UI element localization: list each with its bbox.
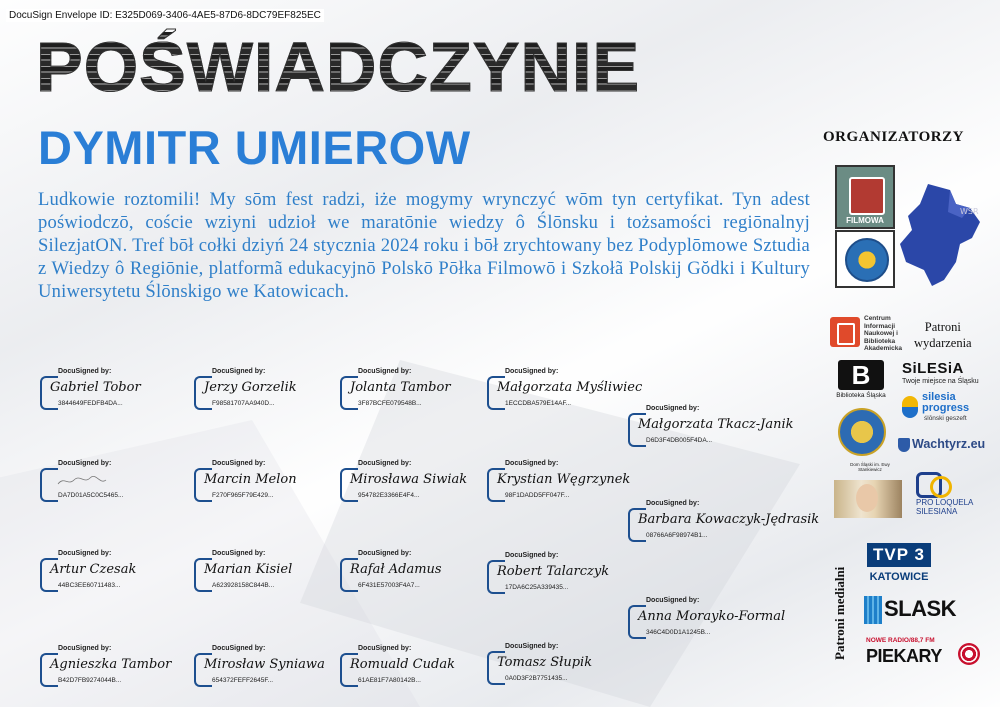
envelope-id: DocuSign Envelope ID: E325D069-3406-4AE5-87D6-8DC79EF825EC: [6, 9, 324, 22]
signature-id: 654372FEFF2645F...: [212, 677, 274, 684]
silesia-progress-title: silesia progress: [922, 391, 970, 414]
patrons-media-heading: Patroni medialni: [832, 566, 847, 660]
silesia-map-icon: [898, 182, 988, 292]
docusigned-label: DocuSigned by:: [358, 645, 412, 652]
signature-name: Jolanta Tambor: [350, 380, 451, 395]
signature-block: [338, 368, 458, 410]
silesia-progress-logo: [902, 392, 988, 424]
radio-slask-logo: [864, 594, 957, 628]
signature-name: Mirosława Siwiak: [350, 472, 468, 487]
district-emblem-logo: [832, 406, 894, 454]
wachtyrz-label: Wachtyrz.eu: [912, 437, 986, 451]
docusigned-label: DocuSigned by:: [505, 643, 559, 650]
dom-slaski-caption: Dom Śląski im. Ewy Stankiewicz: [850, 462, 890, 472]
patrons-event-label: Patroni wydarzenia: [914, 320, 972, 350]
signature-id: 17DA6C25A339435...: [505, 584, 569, 591]
signature-id: F98581707AA940D...: [212, 400, 275, 407]
docusigned-label: DocuSigned by:: [58, 368, 112, 375]
pro-loquela-logo: [912, 470, 988, 520]
map-label: WSR: [960, 207, 979, 216]
signature-block: [338, 645, 458, 687]
emblem-icon: [845, 238, 889, 282]
patrons-event-heading: [914, 319, 972, 351]
docusigned-label: DocuSigned by:: [646, 597, 700, 604]
docusigned-label: DocuSigned by:: [505, 460, 559, 467]
signature-block: [626, 405, 794, 447]
radio-piekary-logo: [862, 637, 988, 679]
signature-name: Małgorzata Myśliwiec: [497, 380, 643, 395]
signature-block: [192, 550, 312, 592]
signature-id: 98F1DADD5FF047F...: [505, 492, 570, 499]
signature-name: Małgorzata Tkacz-Janik: [638, 417, 794, 432]
film-icon: [849, 177, 885, 215]
docusigned-label: DocuSigned by:: [358, 550, 412, 557]
signature-id: 44BC3EE60711483...: [58, 582, 121, 589]
docusigned-label: DocuSigned by:: [358, 368, 412, 375]
docusigned-label: DocuSigned by:: [646, 500, 700, 507]
signature-block: [38, 368, 158, 410]
signature-name: Jerzy Gorzelik: [204, 380, 297, 395]
wachtyrz-logo: [898, 436, 988, 456]
signature-name: Marcin Melon: [204, 472, 297, 487]
tvp3-mark: TVP 3: [867, 543, 931, 567]
docusigned-label: DocuSigned by:: [212, 368, 266, 375]
signature-block: [192, 460, 312, 502]
signature-name: Agnieszka Tambor: [50, 657, 172, 672]
signature-id: 3F87BCFE079548B...: [358, 400, 422, 407]
signature-block: [485, 552, 610, 594]
bs-caption: Biblioteka Śląska: [836, 392, 886, 399]
signature-id: 61AE81F7A80142B...: [358, 677, 421, 684]
docusigned-label: DocuSigned by:: [58, 460, 112, 467]
signature-id: 08766A6F98974B1...: [646, 532, 708, 539]
signature-block: [192, 645, 325, 687]
cinibas-label: Centrum Informacji Naukowej i Biblioteka Akademicka: [864, 315, 902, 352]
docusigned-label: DocuSigned by:: [212, 460, 266, 467]
signature-name: Mirosław Syniawa: [204, 657, 325, 672]
signature-id: 954782E3366E4F4...: [358, 492, 420, 499]
signature-name: Krystian Węgrzynek: [497, 472, 631, 487]
shield-icon: [898, 438, 910, 452]
signature-id: 1ECCDBA579E14AF...: [505, 400, 572, 407]
signature-block: [485, 368, 643, 410]
signature-name: Rafał Adamus: [350, 562, 442, 577]
progress-icon: [902, 396, 918, 418]
signature-name: Robert Talarczyk: [497, 564, 610, 579]
docusigned-label: DocuSigned by:: [646, 405, 700, 412]
silesia-tv-title: SiLESiA: [902, 360, 964, 377]
silesia-tv-logo: [900, 360, 988, 390]
docusigned-label: DocuSigned by:: [58, 645, 112, 652]
silesia-tv-tagline: Twoje miejsce na Śląsku: [902, 378, 979, 385]
signature-id: 346C4D0D1A1245B...: [646, 629, 711, 636]
signature-block: [485, 643, 605, 685]
filmowa-label: FILMOWA: [846, 216, 884, 225]
organizers-heading: ORGANIZATORZY: [823, 129, 964, 145]
docusigned-label: DocuSigned by:: [212, 645, 266, 652]
signature-name: Marian Kisiel: [204, 562, 293, 577]
signature-block: [38, 460, 158, 502]
signature-name: Artur Czesak: [50, 562, 137, 577]
signature-id: 0A0D3F2B7751435...: [505, 675, 568, 682]
docusigned-label: DocuSigned by:: [58, 550, 112, 557]
radio-slask-icon: [864, 596, 882, 624]
pro-loquela-label: PRO LOQUELA SILESIANA: [916, 498, 973, 516]
biblioteka-slaska-logo: [832, 360, 890, 400]
signature-block: [38, 550, 158, 592]
signature-block: [338, 460, 468, 502]
silesia-progress-sub: ślōnski geszeft: [924, 415, 967, 422]
signature-name: Barbara Kowaczyk-Jędrasik: [638, 512, 820, 527]
certificate-body: Ludkowie roztomili! My sōm fest radzi, iże mogymy wrynczyć wōm tyn certyfikat. Tyn adest poświodczō, coście wziyni udzioł we maratōnie wiedzy ô Ślōnsku i tożsamości regiōnalnyj SilezjatON. Tref bōł cołki dziyń 24 stycznia 2024 roku i bōł zrychtowany bez Podyplōmowe Sztudia z Wiedzy ô Regiōnie, platformã edukacyjnō Polskō Pōłka Filmowō i Szkołã Polskij Gŏdki i Kultury Uniwersytetu Ślōnskigo we Katowicach.: [38, 189, 810, 302]
piekary-circle-icon: [958, 643, 980, 665]
polska-polka-filmowa-logo: [835, 165, 895, 229]
cinibas-icon-inner: [837, 323, 855, 345]
dom-slaski-logo: [834, 462, 902, 518]
signature-block: [38, 645, 172, 687]
certificate-title: POŚWIADCZYNIE: [36, 28, 641, 106]
signature-block: [485, 460, 631, 502]
silesian-language-school-logo: [835, 230, 895, 288]
signature-name: Anna Morayko-Formal: [638, 609, 786, 624]
signature-scribble: [56, 474, 108, 488]
docusigned-label: DocuSigned by:: [358, 460, 412, 467]
pro-loquela-icon-2: [930, 476, 952, 498]
signature-block: [338, 550, 458, 592]
signature-id: F270F965F79E429...: [212, 492, 274, 499]
piekary-top-label: NOWE RADIO/88,7 FM: [866, 637, 935, 644]
signature-id: 6F431E57003F4A7...: [358, 582, 420, 589]
signature-id: DA7D01A5C0C5465...: [58, 492, 124, 499]
bs-icon: B: [838, 360, 884, 390]
signature-name: Gabriel Tobor: [50, 380, 141, 395]
signature-block: [192, 368, 312, 410]
tvp3-logo: [865, 543, 933, 587]
cinibas-logo: [830, 313, 912, 353]
piekary-label: PIEKARY: [866, 646, 942, 666]
docusigned-label: DocuSigned by:: [505, 552, 559, 559]
signature-name: Romuald Cudak: [350, 657, 455, 672]
portrait-face: [856, 484, 878, 512]
recipient-name: DYMITR UMIEROW: [38, 121, 471, 174]
docusigned-label: DocuSigned by:: [505, 368, 559, 375]
signature-block: [626, 500, 820, 542]
signature-name: Tomasz Słupik: [497, 655, 593, 670]
signature-id: D6D3F4DB005F4DA...: [646, 437, 713, 444]
signature-id: B42D7FB9274044B...: [58, 677, 122, 684]
signature-id: A623928158C844B...: [212, 582, 275, 589]
slask-label: SLASK: [884, 596, 957, 621]
katowice-label: KATOWICE: [869, 571, 929, 583]
signature-id: 3844649FEDFB4DA...: [58, 400, 123, 407]
docusigned-label: DocuSigned by:: [212, 550, 266, 557]
emblem-badge-icon: [838, 408, 886, 456]
signature-block: [626, 597, 786, 639]
